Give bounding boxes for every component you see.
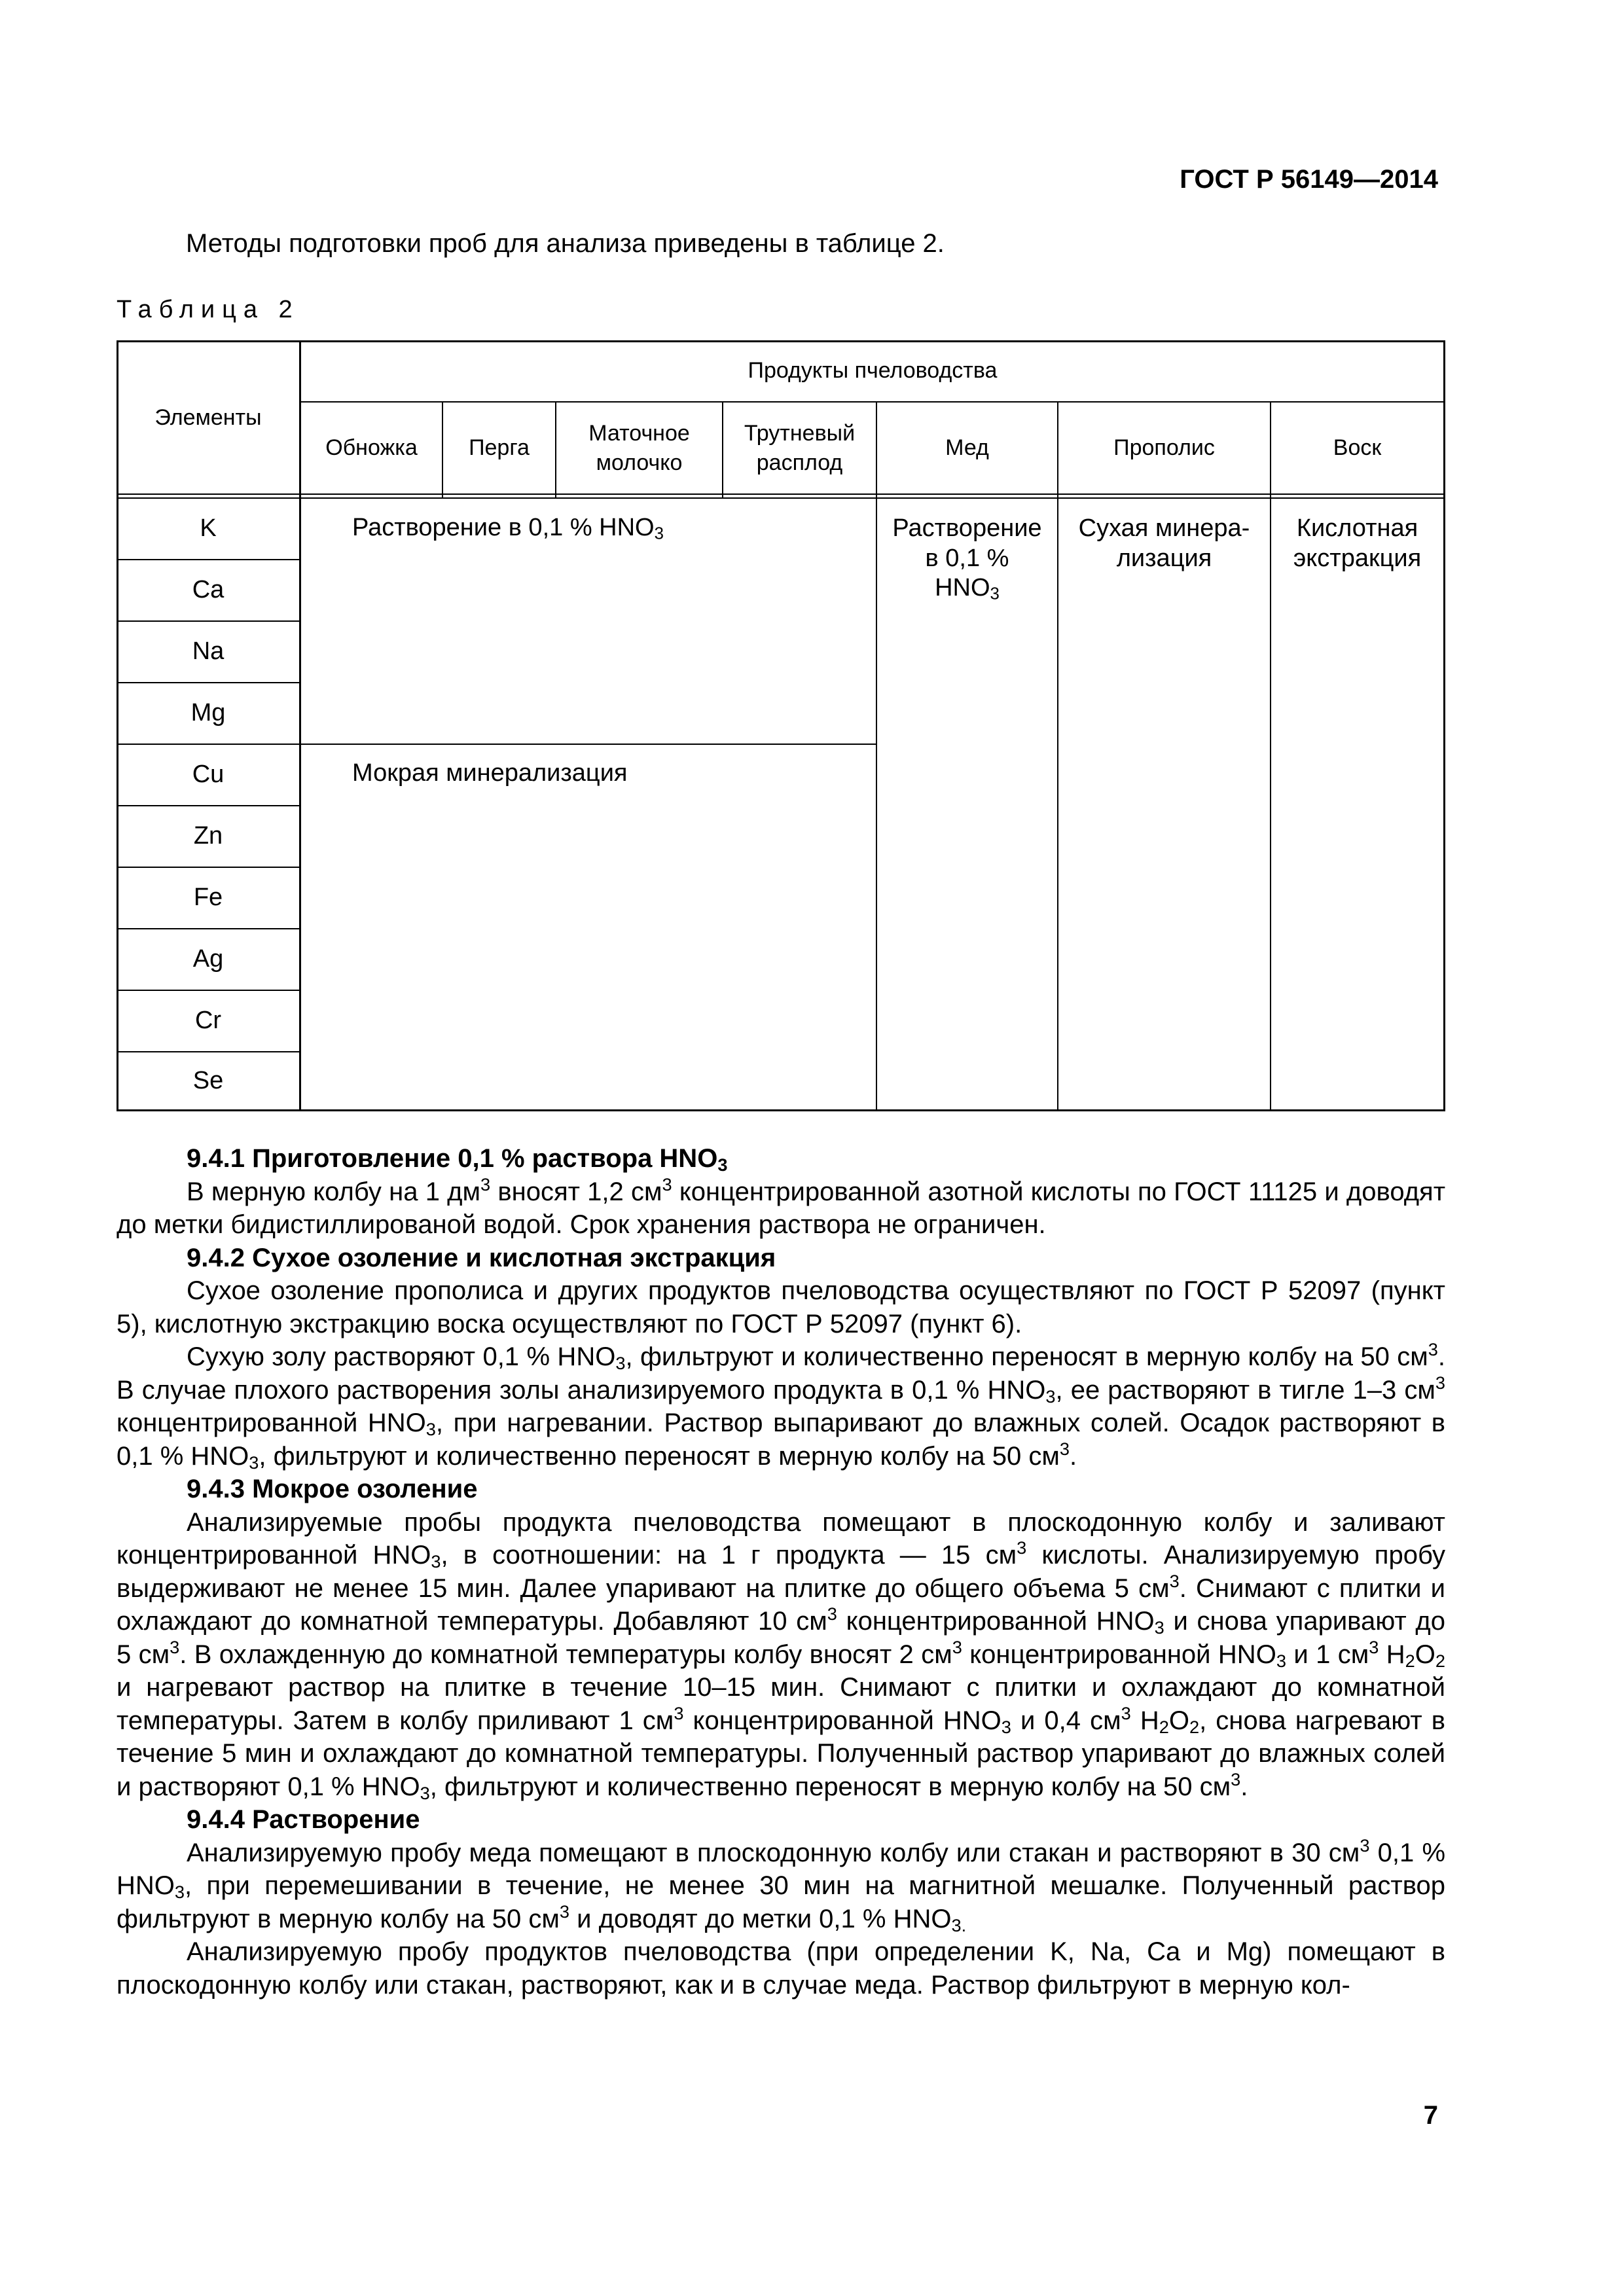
elements-header: Элементы [154, 404, 262, 430]
col-header-propolis: Прополис [1113, 435, 1215, 461]
row-element: K [200, 514, 217, 543]
method-dissolution: Растворение в 0,1 % $HNO_3$ [352, 514, 664, 543]
paragraph: Анализируемые пробы продукта пчеловодства помещают в плоскодонную колбу и заливают концентрированной $HNO_3$, в соотношении: на 1 г продукта — 15 $см^3$ кислоты. Анализируемую пробу выдерживают не менее 15 мин. Далее упаривают на плитке до общего объема 5 $см^3$. Снимают с плитки и охлаждают до комнатной температуры. Добавляют 10 $см^3$ концентрированной $HNO_3$ и снова упаривают до 5 $см^3$. В охлажденную до комнатной температуры колбу вносят 2 $см^3$ концентрированной $HNO_3$ и 1 $см^3$ $H_2O_2$ и нагревают раствор на плитке в течение 10–15 мин. Снимают с плитки и охлаждают до комнатной температуры. Затем в колбу приливают 1 $см^3$ концентрированной $HNO_3$ и 0,4 $см^3$ $H_2O_2$, снова нагревают в течение 5 мин и охлаждают до комнатной температуры. Полученный раствор упаривают до влажных солей и растворяют 0,1 % $HNO_3$, фильтруют и количественно переносят в мерную колбу на 50 $см^3$. [117, 1507, 1445, 1803]
row-element: Na [192, 637, 225, 666]
document-header: ГОСТ Р 56149—2014 [1180, 165, 1438, 194]
row-element: Ca [192, 576, 225, 604]
group-header: Продукты пчеловодства [748, 358, 998, 384]
method-honey: Растворение в 0,1 % $HNO_3$ [892, 514, 1042, 603]
paragraph: Сухую золу растворяют 0,1 % $HNO_3$, фильтруют и количественно переносят в мерную колбу на 50 $см^3$. В случае плохого растворения золы анализируемого продукта в 0,1 % $HNO_3$, ее растворяют в тигле 1–3 $см^3$ концентрированной $HNO_3$, при нагревании. Раствор выпаривают до влажных солей. Осадок растворяют в 0,1 % $HNO_3$, фильтруют и количественно переносят в мерную колбу на 50 $см^3$. [117, 1339, 1446, 1473]
col-header-royal-jelly: Маточное молочко [588, 421, 690, 475]
col-header-drone-brood: Трутневый расплод [744, 421, 856, 475]
row-element: Fe [193, 884, 223, 912]
body-text [117, 1142, 1445, 2001]
section-9-4-1-title: 9.4.1 Приготовление 0,1 % раствора $HNO_3$ [187, 1144, 728, 1175]
row-element: Ag [192, 945, 224, 973]
row-element: Zn [193, 822, 223, 850]
col-header-pollen: Обножка [325, 435, 418, 461]
intro-paragraph: Методы подготовки проб для анализа приведены в таблице 2. [186, 229, 945, 258]
row-element: Mg [190, 699, 226, 727]
row-element: Cu [192, 761, 225, 789]
col-header-wax: Воск [1333, 435, 1382, 461]
section-9-4-3-title: 9.4.3 Мокрое озоление [187, 1475, 478, 1503]
row-element: Cr [194, 1007, 222, 1035]
section-9-4-2-title: 9.4.2 Сухое озоление и кислотная экстракция [187, 1243, 776, 1272]
paragraph: Анализируемую пробу продуктов пчеловодства (при определении K, Na, Ca и Mg) помещают в плоскодонную колбу или стакан, растворяют, как и в случае меда. Раствор фильтруют в мерную кол- [117, 1937, 1445, 2000]
col-header-perga: Перга [469, 435, 530, 461]
section-9-4-4-title: 9.4.4 Растворение [187, 1805, 420, 1834]
page-number: 7 [1423, 2101, 1438, 2130]
table-caption: Таблица 2 [117, 296, 300, 323]
col-header-honey: Мед [945, 435, 989, 461]
paragraph: В мерную колбу на 1 $дм^3$ вносят 1,2 $см^3$ концентрированной азотной кислоты по ГОСТ 11125 и доводят до метки бидистиллированой водой. Срок хранения раствора не ограничен. [117, 1174, 1446, 1239]
row-element: Se [192, 1066, 224, 1094]
method-propolis: Сухая минера- лизация [1078, 514, 1250, 572]
method-wax: Кислотная экстракция [1293, 514, 1422, 572]
paragraph: Анализируемую пробу меда помещают в плоскодонную колбу или стакан и растворяют в 30 $см^3$ 0,1 % $HNO_3$, при перемешивании в течение, не менее 30 мин на магнитной мешалке. Полученный раствор фильтруют в мерную колбу на 50 $см^3$ и доводят до метки 0,1 % $HNO_{3.}$ [117, 1835, 1446, 1935]
paragraph: Сухое озоление прополиса и других продуктов пчеловодства осуществляют по ГОСТ Р 52097 (пункт 5), кислотную экстракцию воска осуществляют по ГОСТ Р 52097 (пункт 6). [117, 1276, 1445, 1338]
table-2 [117, 340, 1445, 1111]
method-wet-mineralization: Мокрая минерализация [352, 759, 628, 787]
